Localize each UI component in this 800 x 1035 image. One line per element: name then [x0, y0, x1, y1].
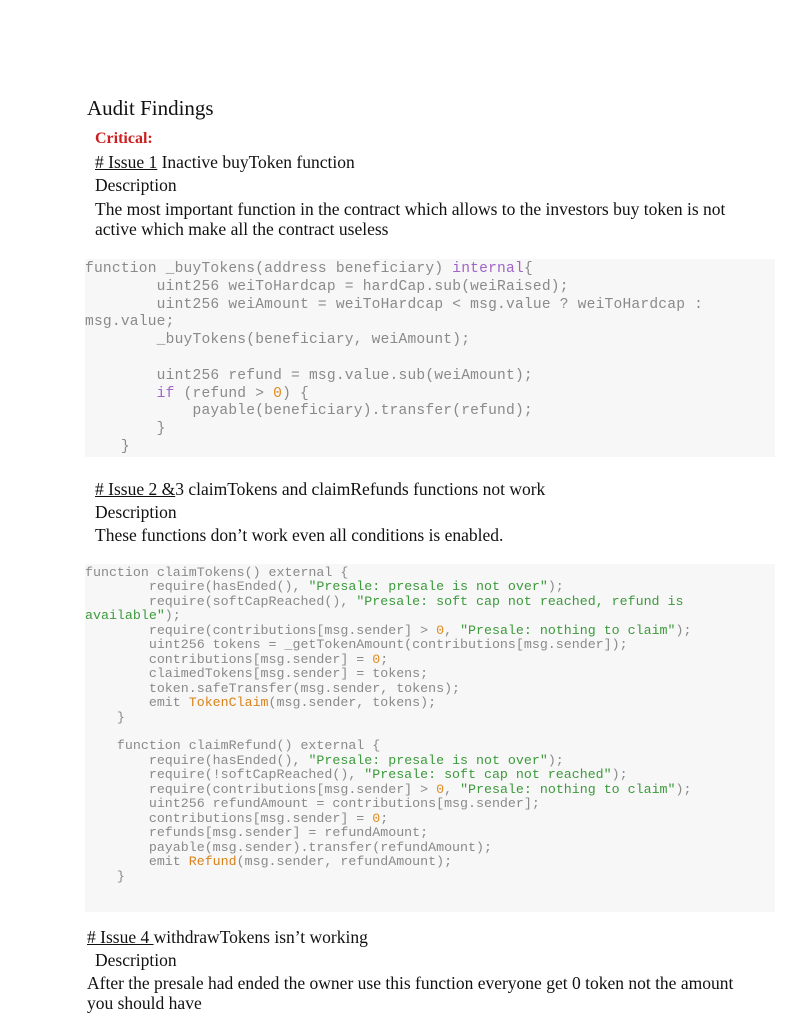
code-text: ) { [282, 385, 309, 402]
code-event: TokenClaim [188, 695, 269, 711]
issue-4-description-line-2: you should have [87, 993, 202, 1013]
code-text: , [444, 622, 461, 638]
code-text: { [523, 261, 533, 277]
code-text: ); [675, 781, 692, 797]
code-text [85, 386, 157, 402]
code-line: } [85, 709, 125, 725]
code-text: (msg.sender, tokens); [268, 695, 437, 711]
code-line: claimedTokens[msg.sender] = tokens; [85, 666, 429, 682]
issue-2-3-description-line-1: These functions don’t work even all conditions is enabled. [95, 525, 504, 545]
code-text: ); [675, 622, 692, 638]
code-number: 0 [372, 810, 381, 826]
code-line: } [85, 868, 125, 884]
code-text: contributions[msg.sender] = [85, 651, 373, 667]
code-number: 0 [436, 622, 445, 638]
code-line: uint256 weiToHardcap = hardCap.sub(weiRaised); [85, 278, 569, 295]
code-text: ; [380, 651, 389, 667]
code-string: "Presale: presale is not over" [308, 752, 548, 768]
issue-1-tag: # Issue 1 [95, 152, 158, 172]
code-text: require(!softCapReached(), [85, 767, 365, 783]
code-line: uint256 refundAmount = contributions[msg.sender]; [85, 796, 540, 812]
issue-2-3-tag: # Issue 2 & [95, 479, 176, 499]
code-line: _buyTokens(beneficiary, weiAmount); [85, 332, 471, 349]
code-text: ); [611, 767, 628, 783]
code-string: "Presale: nothing to claim" [460, 781, 676, 797]
issue-4-description-label: Description [95, 950, 177, 970]
code-line: msg.value; [85, 314, 175, 331]
code-block-buy-tokens [85, 259, 775, 457]
code-line: payable(beneficiary).transfer(refund); [85, 403, 533, 420]
issue-1-description-line-2: active which make all the contract useless [95, 219, 389, 239]
issue-2-3-heading [95, 479, 545, 500]
issue-1-description-label: Description [95, 175, 177, 195]
issue-2-3-title: 3 claimTokens and claimRefunds functions not work [175, 479, 546, 499]
code-number: 0 [273, 385, 283, 402]
code-text: function _buyTokens(address beneficiary) [85, 261, 453, 277]
code-line: uint256 tokens = _getTokenAmount(contributions[msg.sender]); [85, 637, 628, 653]
code-string: available" [85, 608, 165, 624]
severity-label: Critical: [95, 130, 153, 147]
issue-1-heading [95, 152, 355, 173]
code-text: contributions[msg.sender] = [85, 810, 373, 826]
code-text: require(hasEnded(), [85, 752, 309, 768]
code-line: refunds[msg.sender] = refundAmount; [85, 825, 429, 841]
code-keyword: internal [452, 261, 524, 277]
code-text: emit [85, 695, 189, 711]
code-text: emit [85, 854, 189, 870]
code-number: 0 [372, 651, 381, 667]
code-block-claim-functions [85, 564, 775, 912]
page-title: Audit Findings [87, 96, 214, 120]
code-line: payable(msg.sender).transfer(refundAmount); [85, 839, 492, 855]
code-text: require(softCapReached(), [85, 593, 357, 609]
issue-4-title: withdrawTokens isn’t working [153, 927, 368, 947]
code-string: "Presale: soft cap not reached, refund is [356, 593, 684, 609]
code-text: ); [547, 752, 564, 768]
code-text: ); [164, 608, 181, 624]
code-number: 0 [436, 781, 445, 797]
code-string: "Presale: soft cap not reached" [364, 767, 612, 783]
code-line: token.safeTransfer(msg.sender, tokens); [85, 680, 461, 696]
code-event: Refund [188, 854, 237, 870]
code-line: function claimTokens() external { [85, 565, 349, 580]
code-text: require(contributions[msg.sender] > [85, 781, 437, 797]
code-line: } [85, 438, 130, 455]
issue-1-title: Inactive buyToken function [157, 152, 355, 172]
code-text: ; [380, 810, 389, 826]
code-keyword: if [156, 385, 175, 402]
issue-4-tag: # Issue 4 [87, 927, 154, 947]
code-text: (refund > [174, 385, 274, 402]
code-text: (msg.sender, refundAmount); [236, 854, 453, 870]
issue-4-description-line-1: After the presale had ended the owner use this function everyone get 0 token not the amount [87, 973, 734, 993]
code-line: function claimRefund() external { [85, 738, 381, 754]
code-line: uint256 weiAmount = weiToHardcap < msg.value ? weiToHardcap : [85, 296, 704, 313]
issue-2-3-description-label: Description [95, 502, 177, 522]
code-text: , [444, 781, 461, 797]
code-line: uint256 refund = msg.value.sub(weiAmount); [85, 367, 533, 384]
issue-1-description-line-1: The most important function in the contract which allows to the investors buy token is not [95, 199, 726, 219]
issue-4-heading [87, 927, 368, 948]
code-text: require(hasEnded(), [85, 579, 309, 595]
code-string: "Presale: presale is not over" [308, 579, 548, 595]
code-text: ); [547, 579, 564, 595]
code-line: } [85, 421, 166, 438]
code-text: require(contributions[msg.sender] > [85, 622, 437, 638]
code-string: "Presale: nothing to claim" [460, 622, 676, 638]
